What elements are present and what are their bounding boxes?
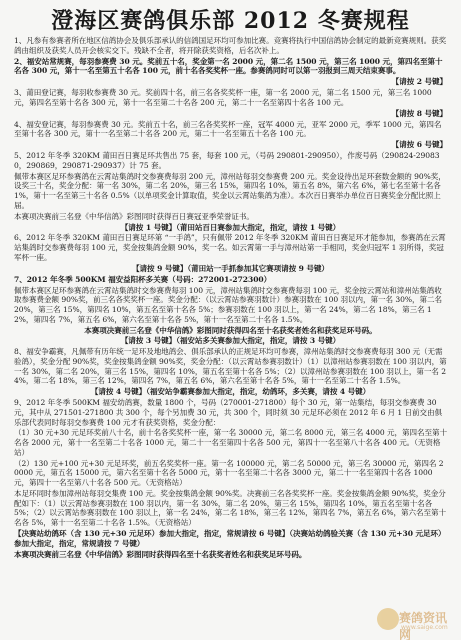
rule-paragraph: 本足环同时参加漳州站每羽交集费 100 元。奖金按集鸽金额 90%奖。决赛前三名各奖奖杯一座。奖金按集鸽金额 90%奖，奖金分配如下：（1）以云霄站参赛羽数在 100 羽以内，第一名 30%，第二名 20%，第三名 15%，第四名 10%，第五名至第十名各 5%；（2）以云霄站参赛羽数在 100 羽以上，第一名 24%，第二名 18%，第三名 12%，第四名 7%，第五名 6%，第六名至第十名各 5%，第十一名至第二十名各 1.5%。（无资格站） [14, 489, 447, 528]
rule-paragraph: 6、2012 年冬季 320KM 莆田百日赛足环第 “一手鸽”，只有佩带 2012 年冬季 320KM 莆田百日赛足环才能参加，参赛鸽在云霄站集鸽时交参赛费每羽 100 元，奖金按集鸽金额 90%，奖一名。如云霄第一手与漳州站第一手相同，奖金归冠军 1 羽所得，奖冠军杯一座。 [14, 233, 446, 262]
rule-paragraph: 【请按 8 号键】 [391, 108, 447, 118]
rule-paragraph: 2、福安站常规赛，每羽参赛费 30 元。奖前五十名，奖金第一名 2000 元，第二名 1500 元，第三名 1000 元，第四名至第十名各 300 元，第十一名至第五十名各 100 元，前十名各奖奖杯一座。参赛鸽同时可以第一羽报到三周天结束赛事。 [14, 56, 443, 76]
rule-paragraph: （2）130 元+100 元+30 元足环奖，前五名奖奖杯一座。第一名 100000 元，第二名 50000 元，第三名 30000 元，第四名 20000 元，第五名 15000 元，第六名至第十名各 5000 元，第十一名至第二十名各 3000 元，第二十一名至第四十名各 1000 元，第四十一名至第八十名各 500 元。（无资格站） [14, 458, 444, 488]
rule-paragraph: 5、2012 年冬季 320KM 莆田百日赛足环共售出 75 套，每套 100 元，（号码 290801-290950），作废号码（290824-290830，290869，290871-290937）计 75 套。 [14, 151, 440, 170]
rule-paragraph: 本赛项决赛前三名登《中华信鸽》彩图同时获得四名至十名获奖者姓名和获奖足环号码。 [84, 325, 377, 335]
rule-paragraph: 4、福安登记赛，每羽参赛费 30 元。奖前五十名，前三名各奖奖杯一座，冠军 4000 元，亚军 2000 元，季军 1000 元，第四名至第十名各 300 元，第十一名至第二十名各 200 元，第二十一名至第五十名各 100 元。 [14, 119, 442, 139]
rule-paragraph: 【请按 9 号键】（莆田站一手抓参加其它赛项请按 9 号键） [132, 263, 329, 273]
rule-paragraph: 8、福安争霸赛，凡佩带有历年统一足环及地地鸽会、俱乐部承认的正规足环均可参赛，漳州站集鸽时交参赛费每羽 300 元（无需验鸽），奖金分配 90%奖，奖金按集鸽金额 90%奖，奖金分配：（以云霄站参赛羽数计）（1）以漳州站参赛羽数在 100 羽以内，第一名 30%，第二名 20%，第三名 15%，第四名 10%，第五名至第十名各 5%；（2）以漳州站参赛羽数在 100 羽以上，第一名 24%，第二名 18%，第三名 12%，第四名 7%，第五名 6%，第六名至第十名各 5%，第十一名至第二十名各 1.5%。 [14, 347, 447, 386]
rule-paragraph: 7、2012 年冬季 500KM 福安益阳杯多关赛（号码：272001-272300） [14, 274, 272, 284]
rule-paragraph: 9、2012 年冬季 500KM 福安幼鸽赛，数量 1800 个，号码（270001-271800）每个 30 元，第一站集结，每羽交参赛费 30 元，其中从 271501-271800 共 300 个，每个另加费 30 元，共 300 个，同时须 30 元足环必须在 2012 年 6 月 1 日前交由俱乐部代表同时每羽交参赛费 100 元才有获奖资格，奖金分配： [14, 398, 443, 427]
rule-paragraph: （1）30 元+30 元足环奖前八十名，前十名各奖奖杯一座，第一名 30000 元，第二名 8000 元，第三名 4000 元，第四名至第十名各 2000 元，第十一名至第二十名各 1000 元，第二十一名至第四十名各 500 元，第四十一名至第八十名各 400 元。（无资格站） [14, 428, 447, 457]
rule-paragraph: 【决赛站幼鸽环（含 130 元+30 元足环）参加大指定，指定，常规请按 6 号键】（决赛站幼鸽验关赛（含 130 元+30 元足环）参加大指定，指定，常规请按 7 号键） [14, 529, 446, 548]
rule-paragraph: 【请按 4 号键】（福安站争霸赛参加大指定，指定，幼鸽环，多关赛，请按 4 号键） [90, 387, 371, 397]
rule-paragraph: 本赛项决赛前三名登《中华信鸽》彩图同时获得百日赛冠亚季荣誉证书。 [14, 211, 254, 221]
watermark-logo-icon [377, 608, 399, 630]
rule-paragraph: 本赛项决赛前三名登《中华信鸽》彩图同时获得四名至十名获奖者姓名和获奖足环号码。 [14, 549, 307, 559]
rule-paragraph: 【请按 3 号键】（福安站多关赛参加大指定，指定，请按 3 号键） [120, 336, 341, 346]
watermark-url: www.saige.com [401, 624, 448, 631]
rule-paragraph: 佩带本赛区足环参赛鸽在云霄站集鸽时交参赛费每羽 100 元，漳州站集鸽时交参赛费每羽 100 元，奖金按云霄站和漳州站集鸽收取参赛费金额 90%奖，前三名各奖奖杯一座。奖金分配：（以云霄站参赛羽数计）参赛羽数在 100 羽以内，第一名 30%，第二名 20%，第三名 15%，第四名 10%，第五名至第十名各 5%；参赛羽数在 100 羽以上，第一名 24%，第二名 18%，第三名 12%，第四名 7%，第五名 6%，第六名至第十名各 5%，第十一名至第二十名各 1.5%。 [14, 285, 442, 324]
rule-paragraph: 1、凡参有参赛者所在地区信鸽协会及俱乐部承认的信鸽国足环均可参加比赛。竞赛将执行中国信鸽协会制定的最新竞赛规则。获奖鸽由组织及获奖人员开会核实交下。残缺不全者，将开除获奖资格，后名次补上。 [14, 36, 447, 55]
rule-paragraph: 【请按 1 号键】（莆田站百日赛参加大指定，指定，请按 1 号键） [120, 222, 341, 232]
rule-paragraph: 佩带本赛区足环参赛鸽在云霄站集鸽时交参赛费每羽 200 元，漳州站每羽交参赛费 200 元。奖金设待出足环套数金额的 90%奖，设奖三十名，奖金分配：第一名 30%，第二名 20%，第三名 15%，第四名 10%，第五名 8%，第六名 6%，第七名至第十名各 1%，第十一名至第三十名各 0.5%（以单项奖金计算取值，奖金以云霄站集鸽为准）。本次百日赛举办单位百日赛奖金分配比照上届。 [14, 171, 446, 210]
document-body [0, 36, 461, 559]
rule-paragraph: 【请按 2 号键】 [391, 77, 447, 87]
rule-paragraph: 3、莆田登记赛，每羽收参赛费 30 元。奖前四十名，前三名各奖奖杯一座，第一名 2000 元，第二名 1500 元，第三名 1000 元，第四名至第十名各 300 元，第十一名至第二十名各 200 元，第二十一名至第四十名各 100 元。 [14, 88, 432, 107]
document-title: 澄海区赛鸽俱乐部 2012 冬赛规程 [51, 8, 410, 34]
watermark [377, 608, 448, 640]
watermark-name: 赛鸽资讯网 [399, 611, 448, 640]
rule-paragraph: 【请按 6 号键】 [391, 140, 447, 150]
